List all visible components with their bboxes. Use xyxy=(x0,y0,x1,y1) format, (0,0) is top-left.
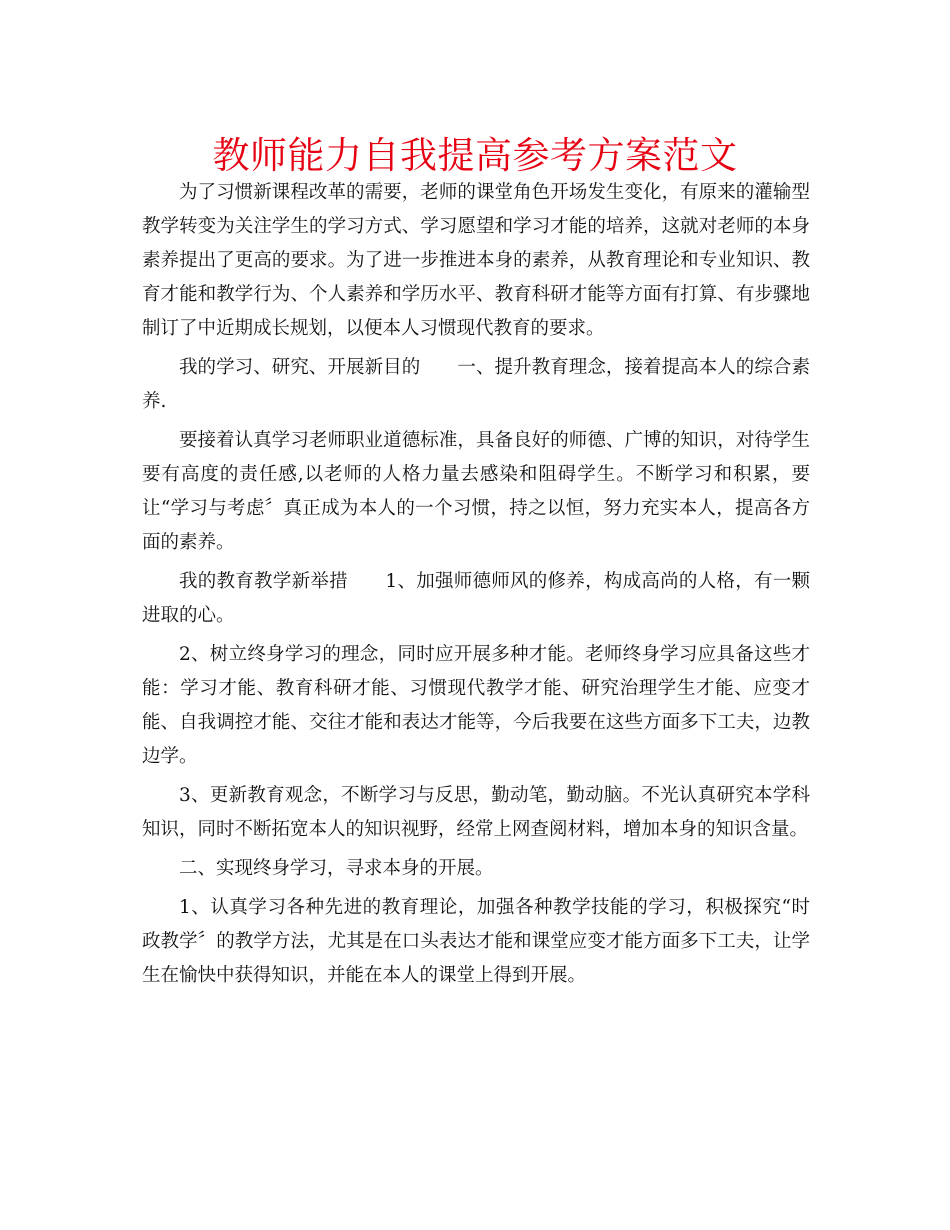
paragraph-goal-two: 二、实现终身学习，寻求本身的开展。 xyxy=(179,858,494,879)
paragraph-ethics: 要接着认真学习老师职业道德标准，具备良好的师德、广博的知识，对待学生要有高度的责任感,以老师的人格力量去感染和阻碍学生。不断学习和积累，要让“学习与考虑〞真正成为本人的一个习惯，持之以恒，努力充实本人，提高各方面的素养。 xyxy=(142,430,810,553)
paragraph-learning-one: 1、认真学习各种先进的教育理论，加强各种教学技能的学习，积极探究“时政教学〞的教学方法，尤其是在口头表达才能和课堂应变才能方面多下工夫，让学生在愉快中获得知识，并能在本人的课堂上得到开展。 xyxy=(142,897,810,986)
document-title: 教师能力自我提高参考方案范文 xyxy=(212,134,738,177)
paragraph-measure-one: 我的教育教学新举措 1、加强师德师风的修养，构成高尚的人格，有一颗进取的心。 xyxy=(142,571,810,626)
paragraph-goal-one: 我的学习、研究、开展新目的 一、提升教育理念，接着提高本人的综合素养. xyxy=(142,357,810,412)
paragraph-intro: 为了习惯新课程改革的需要，老师的课堂角色开场发生变化，有原来的灌输型教学转变为关注学生的学习方式、学习愿望和学习才能的培养，这就对老师的本身素养提出了更高的要求。为了进一步推进本身的素养，从教育理论和专业知识、教育才能和教学行为、个人素养和学历水平、教育科研才能等方面有打算、有步骤地制订了中近期成长规划，以便本人习惯现代教育的要求。 xyxy=(142,182,810,339)
paragraph-measure-three: 3、更新教育观念，不断学习与反思，勤动笔，勤动脑。不光认真研究本学科知识，同时不断拓宽本人的知识视野，经常上网查阅材料，增加本身的知识含量。 xyxy=(142,785,810,840)
paragraph-measure-two: 2、树立终身学习的理念，同时应开展多种才能。老师终身学习应具备这些才能：学习才能、教育科研才能、习惯现代教学才能、研究治理学生才能、应变才能、自我调控才能、交往才能和表达才能等，今后我要在这些方面多下工夫，边教边学。 xyxy=(142,644,810,767)
document-body xyxy=(142,176,810,998)
